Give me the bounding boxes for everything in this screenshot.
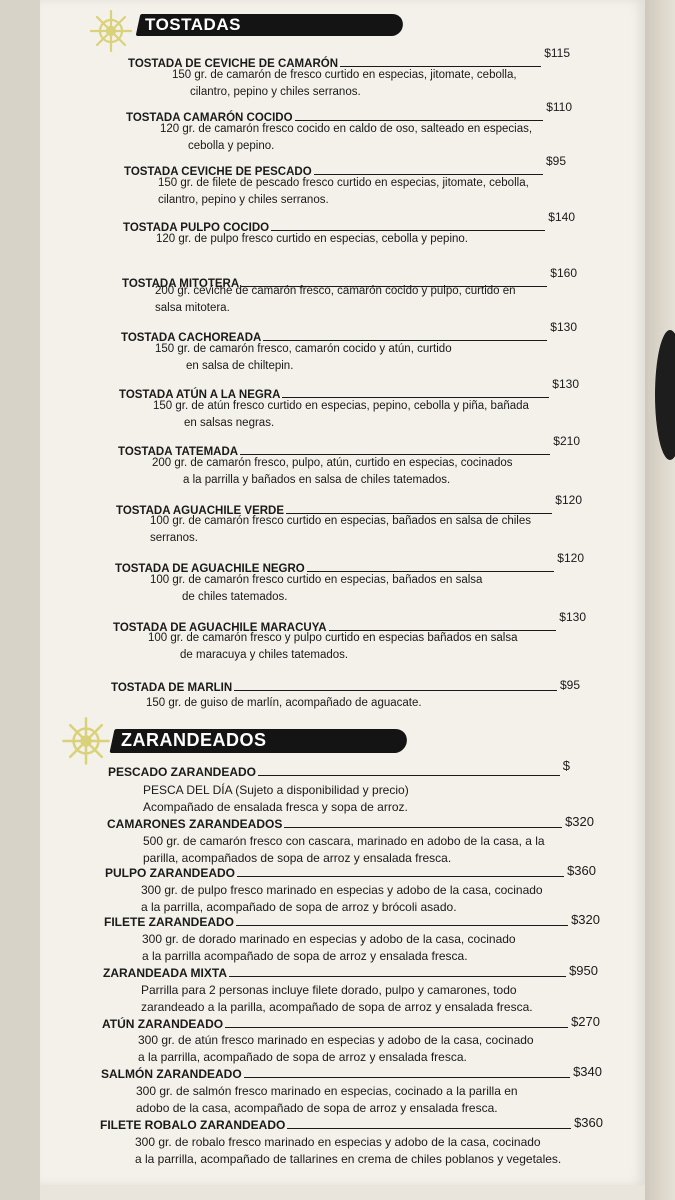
item-name: ZARANDEADA MIXTA: [103, 966, 227, 980]
item-desc-line: en salsa de chiltepin.: [186, 360, 294, 372]
item-desc-line: cebolla y pepino.: [188, 140, 275, 152]
item-name: ATÚN ZARANDEADO: [102, 1017, 224, 1031]
item-price: $360: [567, 863, 596, 878]
item-desc-line: 200 gr. de camarón fresco, pulpo, atún, curtido en especias, cocinados: [152, 457, 513, 469]
item-price: $210: [553, 434, 580, 448]
leader-line: [258, 775, 560, 776]
item-price: $320: [565, 814, 594, 829]
item-price: $320: [571, 912, 600, 927]
item-price: $950: [569, 963, 598, 978]
leader-line: [225, 1027, 568, 1028]
item-desc-line: cilantro, pepino y chiles serranos.: [158, 194, 329, 206]
item-price: $130: [559, 610, 586, 624]
page-edge-shadow: [645, 0, 675, 1200]
item-price: $160: [550, 266, 577, 280]
item-desc-line: 100 gr. de camarón fresco y pulpo curtido en especias bañados en salsa: [148, 632, 518, 644]
item-name: SALMÓN ZARANDEADO: [101, 1067, 242, 1081]
item-name: TOSTADA PULPO COCIDO: [123, 222, 270, 234]
item-name: TOSTADA DE CEVICHE DE CAMARÓN: [128, 58, 338, 70]
item-desc-line: parilla, acompañados de sopa de arroz y ensalada fresca.: [143, 851, 452, 865]
item-desc-line: 150 gr. de filete de pescado fresco curtido en especias, jitomate, cebolla,: [158, 177, 529, 189]
section-title: ZARANDEADOS: [121, 730, 267, 750]
item-desc-line: a la parrilla, acompañado de sopa de arroz y ensalada fresca.: [138, 1050, 467, 1064]
section-header-zarandeados: [0, 727, 675, 753]
item-desc-line: de maracuya y chiles tatemados.: [180, 649, 349, 661]
item-desc-line: 100 gr. de camarón fresco curtido en especias, bañados en salsa de chiles: [150, 515, 532, 527]
section-title: TOSTADAS: [145, 15, 241, 34]
item-name: PESCADO ZARANDEADO: [108, 765, 257, 779]
leader-line: [244, 1077, 570, 1078]
ship-wheel-icon: [88, 8, 134, 54]
item-price: $115: [544, 46, 570, 60]
item-price: $130: [552, 377, 579, 391]
item-name: TOSTADA TATEMADA: [118, 446, 239, 458]
item-desc-line: 200 gr. ceviche de camarón fresco, camarón cocido y pulpo, curtido en: [155, 285, 516, 297]
item-name: PULPO ZARANDEADO: [105, 866, 236, 880]
item-name: TOSTADA DE AGUACHILE NEGRO: [115, 563, 305, 575]
item-desc-line: 300 gr. de dorado marinado en especias y adobo de la casa, cocinado: [142, 932, 516, 946]
item-desc-line: 300 gr. de pulpo fresco marinado en especias y adobo de la casa, cocinado: [141, 883, 543, 897]
item-desc-line: serranos.: [150, 532, 198, 544]
leader-line: [237, 876, 564, 877]
item-desc-line: a la parrilla, acompañado de tallarines en crema de chiles poblanos y vegetales.: [135, 1152, 562, 1166]
item-desc-line: 100 gr. de camarón fresco curtido en especias, bañados en salsa: [150, 574, 483, 586]
leader-line: [287, 1128, 571, 1129]
item-price: $140: [548, 210, 575, 224]
leader-line: [229, 976, 566, 977]
item-desc-line: 300 gr. de salmón fresco marinado en especias, cocinado a la parilla en: [136, 1084, 518, 1098]
item-desc-line: 150 gr. de atún fresco curtido en especias, pepino, cebolla y piña, bañada: [153, 400, 529, 412]
item-desc-line: 300 gr. de robalo fresco marinado en especias y adobo de la casa, cocinado: [135, 1135, 541, 1149]
item-name: TOSTADA CEVICHE DE PESCADO: [124, 166, 312, 178]
leader-line: [284, 827, 562, 828]
item-name: TOSTADA ATÚN A LA NEGRA: [119, 389, 281, 401]
item-desc-line: Acompañado de ensalada fresca y sopa de arroz.: [143, 800, 408, 814]
item-desc-line: 150 gr. de camarón fresco, camarón cocido y atún, curtido: [155, 343, 452, 355]
item-desc-line: a la parrilla y bañados en salsa de chiles tatemados.: [183, 474, 451, 486]
item-name: CAMARONES ZARANDEADOS: [107, 817, 283, 831]
item-desc-line: 300 gr. de atún fresco marinado en especias y adobo de la casa, cocinado: [138, 1033, 534, 1047]
item-desc-line: 150 gr. de camarón de fresco curtido en especias, jitomate, cebolla,: [172, 69, 517, 81]
item-desc-line: PESCA DEL DÍA (Sujeto a disponibilidad y precio): [143, 783, 409, 797]
item-name: TOSTADA CAMARÓN COCIDO: [126, 112, 293, 124]
ship-wheel-icon: [60, 715, 112, 767]
item-name: FILETE ROBALO ZARANDEADO: [100, 1118, 286, 1132]
item-name: TOSTADA DE MARLIN: [111, 682, 233, 694]
item-desc-line: 500 gr. de camarón fresco con cascara, marinado en adobo de la casa, a la: [143, 834, 545, 848]
item-price: $120: [555, 493, 582, 507]
item-desc-line: zarandeado a la parilla, acompañado de sopa de arroz y ensalada fresca.: [141, 1000, 533, 1014]
item-price: $360: [574, 1115, 603, 1130]
item-price: $95: [559, 678, 580, 692]
item-price: $95: [545, 154, 566, 168]
item-desc-line: en salsas negras.: [184, 417, 275, 429]
item-name: TOSTADA DE AGUACHILE MARACUYA: [113, 622, 327, 634]
page-bottom-edge: [40, 1185, 645, 1200]
item-desc-line: adobo de la casa, acompañado de sopa de arroz y ensalada fresca.: [136, 1101, 498, 1115]
item-desc-line: 120 gr. de pulpo fresco curtido en especias, cebolla y pepino.: [156, 233, 468, 245]
item-desc-line: 120 gr. de camarón fresco cocido en caldo de oso, salteado en especias,: [160, 123, 533, 135]
item-desc-line: cilantro, pepino y chiles serranos.: [190, 86, 361, 98]
item-desc-line: 150 gr. de guiso de marlín, acompañado de aguacate.: [146, 697, 422, 709]
item-name: TOSTADA AGUACHILE VERDE: [116, 505, 285, 517]
item-price: $340: [573, 1064, 602, 1079]
item-name: FILETE ZARANDEADO: [104, 915, 234, 929]
item-desc-line: salsa mitotera.: [155, 302, 230, 314]
item-price: $130: [550, 320, 577, 334]
item-desc-line: Parrilla para 2 personas incluye filete dorado, pulpo y camarones, todo: [141, 983, 517, 997]
section-header-tostadas: [0, 12, 675, 38]
item-desc-line: a la parrilla, acompañado de sopa de arroz y brócoli asado.: [141, 900, 457, 914]
item-name: TOSTADA CACHOREADA: [121, 332, 262, 344]
item-desc-line: de chiles tatemados.: [182, 591, 288, 603]
item-price: $: [562, 758, 570, 773]
leader-line: [234, 690, 557, 691]
leader-line: [236, 925, 568, 926]
item-price: $270: [571, 1014, 600, 1029]
item-name: TOSTADA MITOTERA: [122, 278, 240, 290]
item-desc-line: a la parrilla acompañado de sopa de arroz y ensalada fresca.: [142, 949, 468, 963]
item-price: $120: [557, 551, 584, 565]
item-price: $110: [546, 100, 572, 114]
